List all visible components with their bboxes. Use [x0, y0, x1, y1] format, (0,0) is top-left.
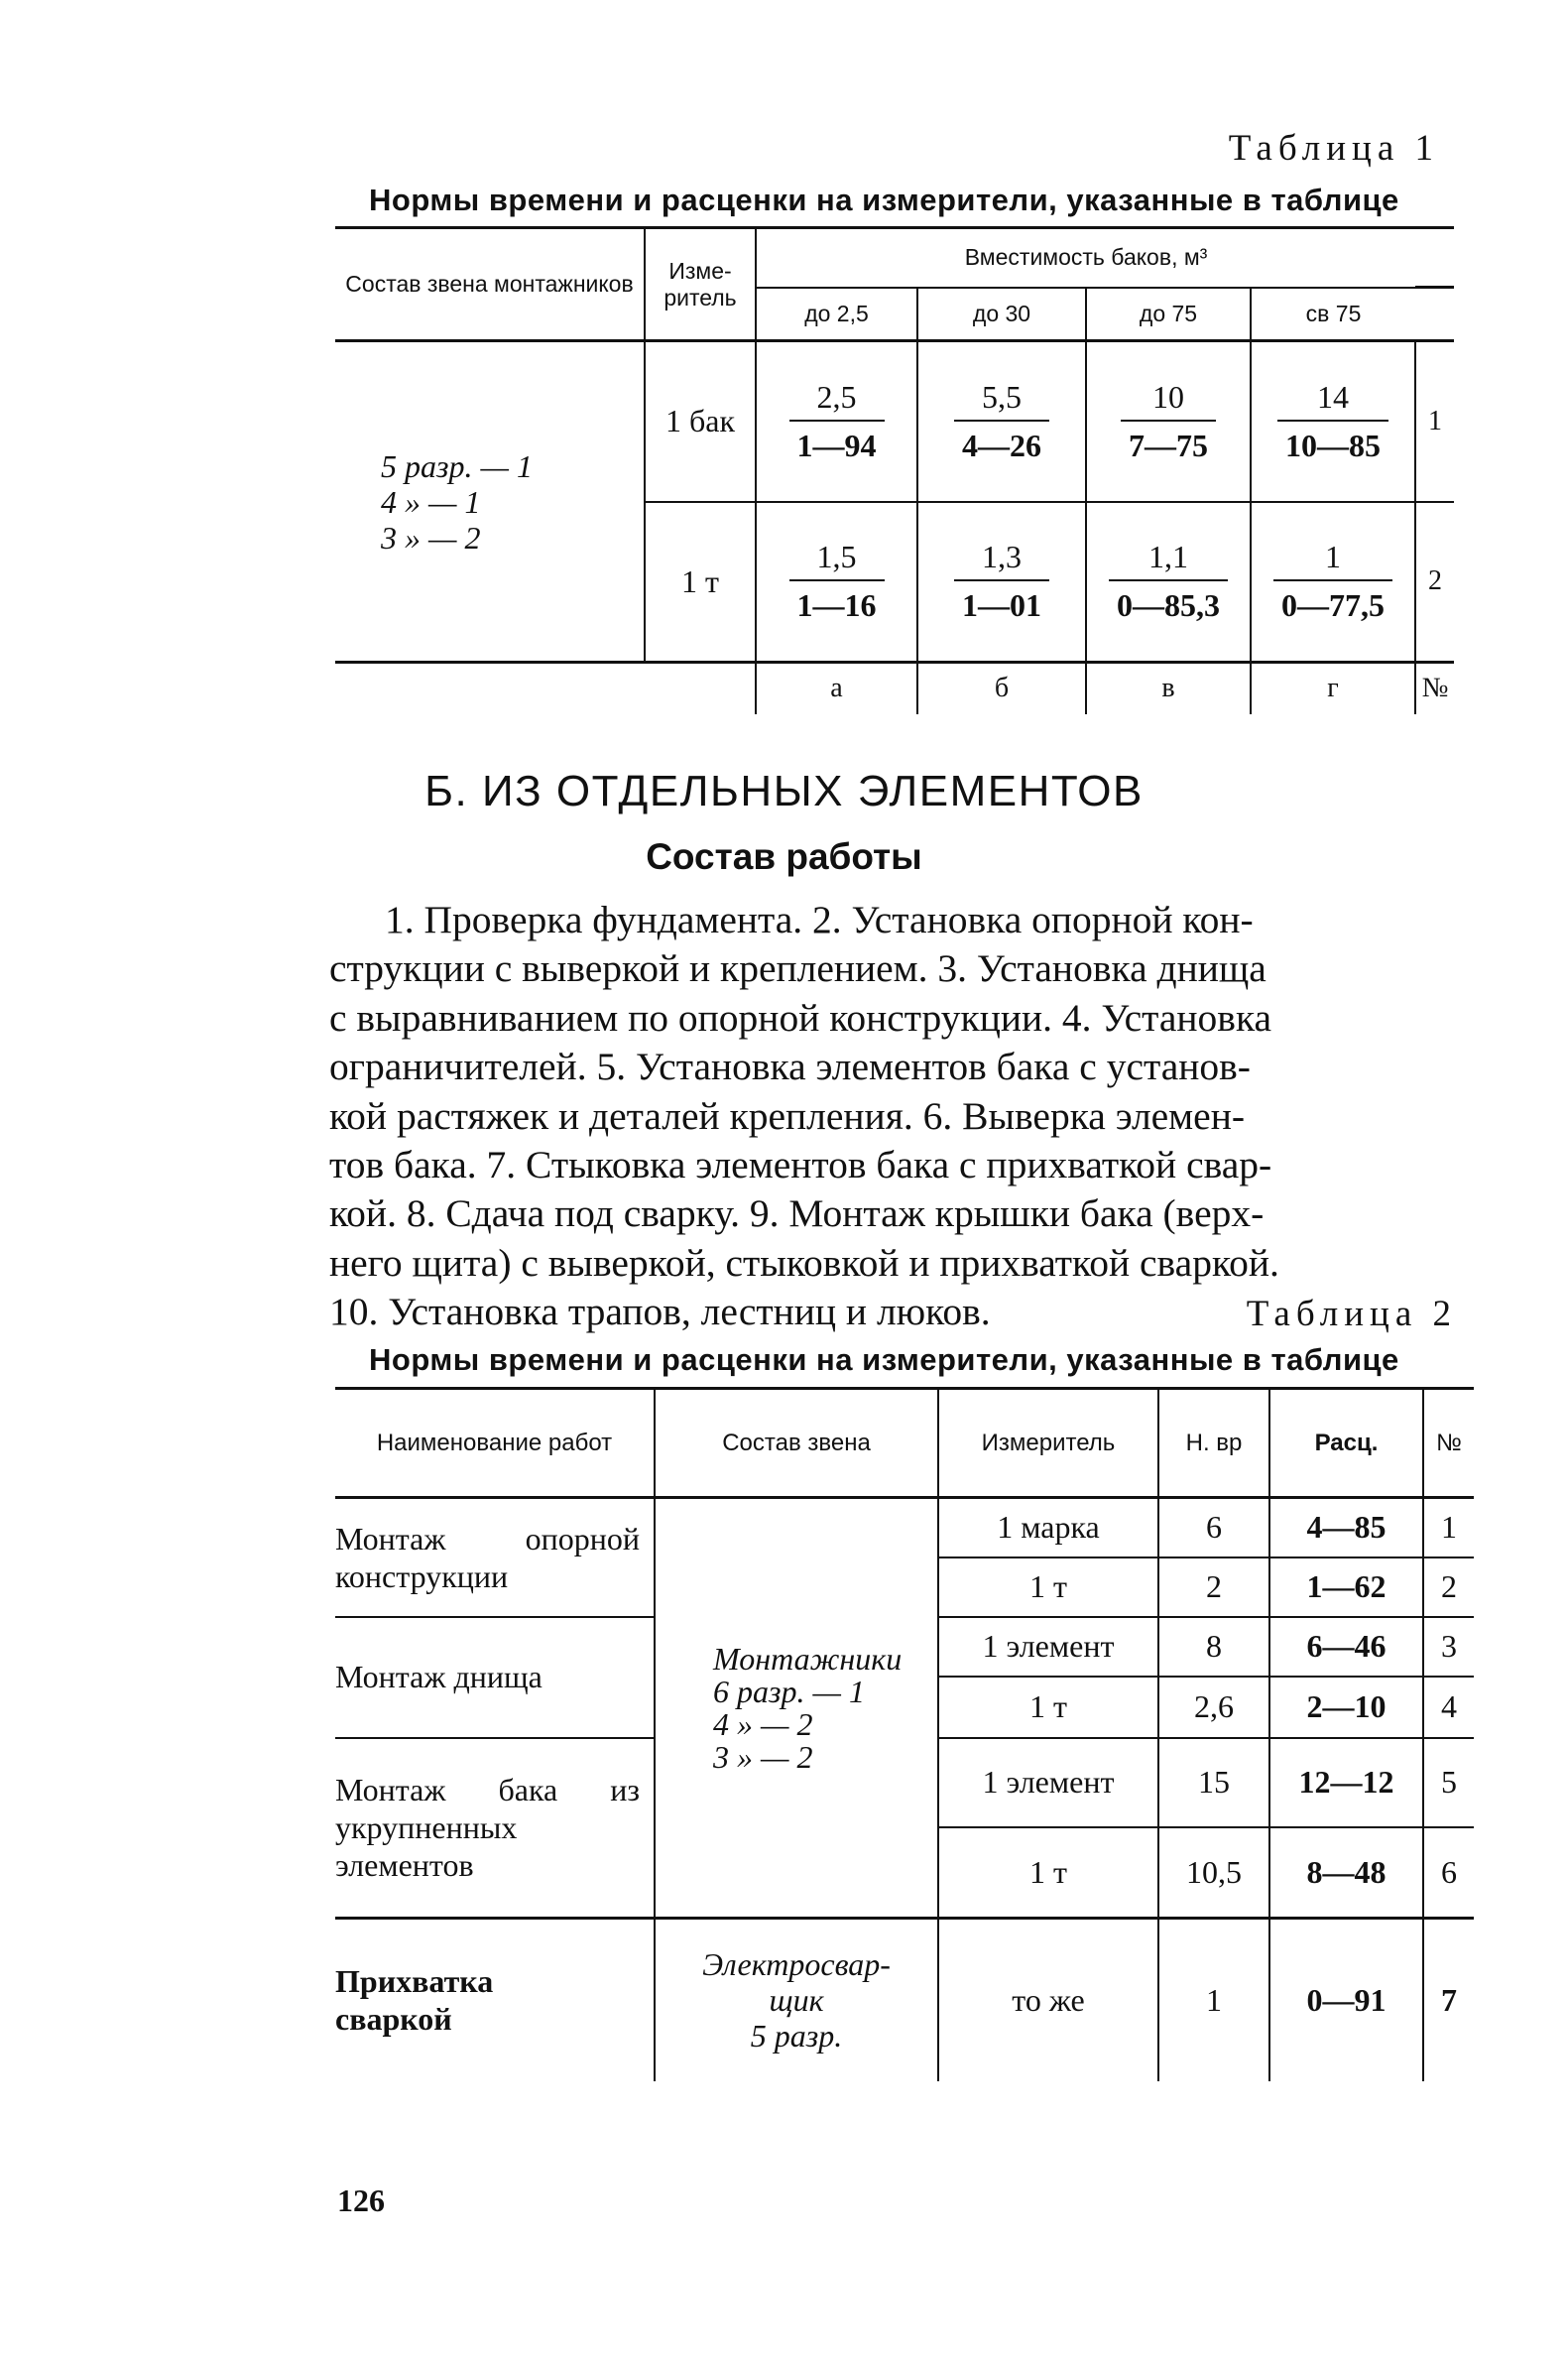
t1-r2-b: $\frac{1,3}{1—01}$ [917, 502, 1086, 663]
paragraph-line: кой. 8. Сдача под сварку. 9. Монтаж крышки бака (верх- [329, 1191, 1265, 1236]
t2-r6-norm: 10,5 [1158, 1827, 1269, 1919]
t1-r2-c: $\frac{1,1}{0—85,3}$ [1086, 502, 1251, 663]
t2-work-1: Монтаж опорной конструкции [335, 1498, 655, 1617]
section-title: Б. ИЗ ОТДЕЛЬНЫХ ЭЛЕМЕНТОВ [424, 767, 1144, 815]
t1-r2-d: $\frac{1}{0—77,5}$ [1251, 502, 1415, 663]
table2 [335, 1387, 1474, 2081]
t2-r1-norm: 6 [1158, 1498, 1269, 1557]
t2-r6-rate: 8—48 [1269, 1827, 1423, 1919]
paragraph-line: него щита) с выверкой, стыковкой и прихваткой сваркой. [329, 1240, 1279, 1285]
t1-header-crew: Состав звена монтажников [335, 228, 645, 341]
t2-crew-line: щик [769, 1982, 824, 2019]
t1-header-unit: Изме-ритель [645, 228, 756, 341]
t2-r7-rate: 0—91 [1269, 1919, 1423, 2081]
t2-crew-line: 5 разр. [750, 2018, 843, 2055]
t2-crew-line: Электросвар- [702, 1946, 891, 1983]
paragraph-line: 10. Установка трапов, лестниц и люков. [329, 1290, 991, 1334]
paragraph-line: с выравниванием по опорной конструкции. 4. Установка [329, 995, 1272, 1040]
t1-crew-line: 3 » — 2 [381, 519, 481, 556]
page-number: 126 [337, 2182, 385, 2218]
t2-header-norm: Н. вр [1158, 1389, 1269, 1498]
t1-r2-a: $\frac{1,5}{1—16}$ [756, 502, 917, 663]
t1-r1-b: $\frac{5,5}{4—26}$ [917, 341, 1086, 502]
t1-r1-d: $\frac{14}{10—85}$ [1251, 341, 1415, 502]
t2-r5-norm: 15 [1158, 1738, 1269, 1827]
t2-r5-rate: 12—12 [1269, 1738, 1423, 1827]
t1-col-d: св 75 [1251, 288, 1415, 341]
t2-r3-rate: 6—46 [1269, 1617, 1423, 1677]
t1-footer-num: № [1421, 673, 1449, 704]
paragraph-line: струкции с выверкой и креплением. 3. Установка днища [329, 946, 1266, 991]
t2-r3-norm: 8 [1158, 1617, 1269, 1677]
t1-footer-a: а [756, 663, 917, 714]
table2-caption: Нормы времени и расценки на измерители, указанные в таблице [369, 1342, 1399, 1377]
t2-header-crew: Состав звена [655, 1389, 938, 1498]
t2-r7-num: 7 [1441, 1981, 1457, 2018]
t2-crew-line: 3 » — 2 [713, 1738, 813, 1775]
t1-footer-b: б [917, 663, 1086, 714]
t2-work-4: Прихватка сваркой [335, 1963, 494, 2038]
t1-crew-line: 4 » — 1 [381, 483, 481, 520]
t2-r7-unit: то же [938, 1919, 1158, 2081]
t1-header-capacity: Вместимость баков, м³ [756, 228, 1415, 288]
t1-col-b: до 30 [917, 288, 1086, 341]
t2-r2-norm: 2 [1158, 1557, 1269, 1617]
t2-r4-norm: 2,6 [1158, 1677, 1269, 1738]
t2-work-2: Монтаж днища [335, 1617, 655, 1738]
t1-row2-unit: 1 т [645, 502, 756, 663]
t2-r4-num: 4 [1423, 1677, 1474, 1738]
table1-label: Таблица 1 [1228, 128, 1439, 169]
work-composition [329, 896, 1448, 1337]
t1-r1-c: $\frac{10}{7—75}$ [1086, 341, 1251, 502]
t1-row1-unit: 1 бак [645, 341, 756, 502]
t2-r2-num: 2 [1423, 1557, 1474, 1617]
t2-r5-num: 5 [1423, 1738, 1474, 1827]
t2-crew-welder [655, 1919, 938, 2081]
t1-crew-line: 5 разр. — 1 [381, 447, 533, 484]
t2-crew-line: 6 разр. — 1 [713, 1673, 865, 1709]
t1-r2-num: 2 [1415, 502, 1454, 663]
table1-caption: Нормы времени и расценки на измерители, указанные в таблице [369, 183, 1399, 217]
table1 [335, 226, 1454, 714]
paragraph-line: кой растяжек и деталей крепления. 6. Выверка элемен- [329, 1093, 1246, 1138]
t2-r3-unit: 1 элемент [938, 1617, 1158, 1677]
paragraph-line: 1. Проверка фундамента. 2. Установка опорной кон- [385, 898, 1254, 941]
t2-header-work: Наименование работ [335, 1389, 655, 1498]
t2-work-3: Монтаж бака из укрупненных элементов [335, 1738, 655, 1919]
t2-crew-line: 4 » — 2 [713, 1705, 813, 1742]
t2-r2-rate: 1—62 [1269, 1557, 1423, 1617]
t1-col-a: до 2,5 [756, 288, 917, 341]
t1-r1-a: $\frac{2,5}{1—94}$ [756, 341, 917, 502]
t2-crew-main [655, 1498, 938, 1919]
section-subtitle: Состав работы [646, 836, 922, 877]
t2-header-rate: Расц. [1269, 1389, 1423, 1498]
t2-r1-rate: 4—85 [1269, 1498, 1423, 1557]
t1-col-c: до 75 [1086, 288, 1251, 341]
t2-r5-unit: 1 элемент [938, 1738, 1158, 1827]
t2-r7-norm: 1 [1158, 1919, 1269, 2081]
t1-footer-c: в [1086, 663, 1251, 714]
t2-r1-unit: 1 марка [938, 1498, 1158, 1557]
t2-crew-line: Монтажники [713, 1640, 903, 1677]
paragraph-line: ограничителей. 5. Установка элементов бака с установ- [329, 1045, 1251, 1089]
t2-r4-rate: 2—10 [1269, 1677, 1423, 1738]
t2-r1-num: 1 [1423, 1498, 1474, 1557]
t2-header-num: № [1423, 1389, 1474, 1498]
paragraph-line: тов бака. 7. Стыковка элементов бака с прихваткой свар- [329, 1143, 1272, 1187]
t2-r3-num: 3 [1423, 1617, 1474, 1677]
table2-label: Таблица 2 [1246, 1294, 1457, 1334]
t2-r4-unit: 1 т [938, 1677, 1158, 1738]
t2-r6-unit: 1 т [938, 1827, 1158, 1919]
t2-r2-unit: 1 т [938, 1557, 1158, 1617]
t1-crew [335, 341, 645, 663]
t2-header-unit: Измеритель [938, 1389, 1158, 1498]
t2-r6-num: 6 [1423, 1827, 1474, 1919]
t1-footer-d: г [1251, 663, 1415, 714]
t1-r1-num: 1 [1415, 341, 1454, 502]
